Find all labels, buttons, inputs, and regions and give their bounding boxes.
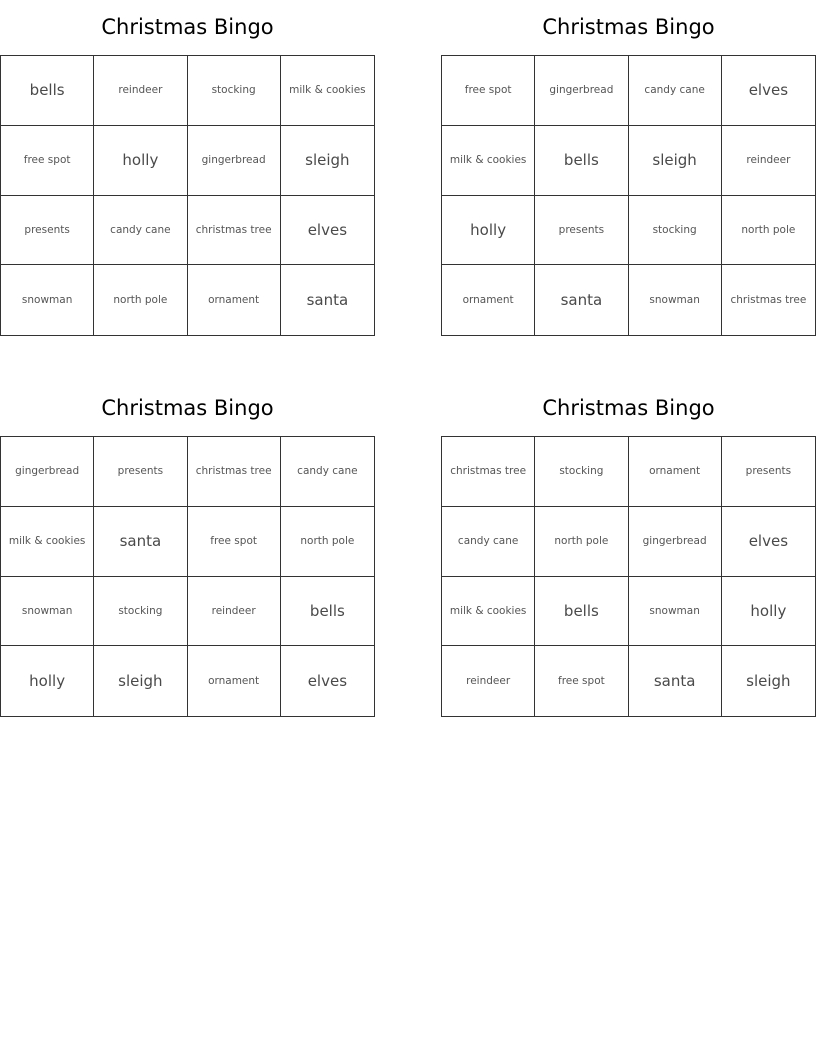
bingo-cell: holly [94,126,187,196]
bingo-cell: milk & cookies [442,577,535,647]
bingo-cell: presents [94,437,187,507]
bingo-cell: free spot [1,126,94,196]
bingo-cell: candy cane [442,507,535,577]
bingo-cell: elves [281,196,374,266]
bingo-cell: holly [1,646,94,716]
bingo-cell: reindeer [442,646,535,716]
bingo-cell: sleigh [746,672,791,691]
bingo-grid [0,436,375,717]
bingo-cell: presents [1,196,94,266]
bingo-cell: ornament [442,265,535,335]
bingo-cell: stocking [94,577,187,647]
bingo-grid [0,55,375,336]
bingo-cell: santa [306,291,349,310]
bingo-cell: holly [722,577,815,647]
bingo-cell: free spot [535,646,628,716]
bingo-cell: bells [535,577,628,647]
bingo-cell: snowman [1,577,94,647]
bingo-cell: sleigh [94,646,187,716]
bingo-cell: stocking [629,196,722,266]
bingo-cell: reindeer [188,577,281,647]
bingo-cell: milk & cookies [1,507,94,577]
bingo-cell: north pole [535,507,628,577]
bingo-grid [441,55,816,336]
bingo-cell: north pole [722,196,815,266]
bingo-cell: north pole [94,265,187,335]
bingo-cell: free spot [442,56,535,126]
bingo-cell: presents [722,437,815,507]
bingo-cell: snowman [629,265,722,335]
card-title: Christmas Bingo [542,15,715,39]
bingo-cell: snowman [1,265,94,335]
bingo-cell: candy cane [629,56,722,126]
bingo-cell: sleigh [629,126,722,196]
bingo-cell: reindeer [94,56,187,126]
bingo-cell: stocking [535,437,628,507]
bingo-cell: christmas tree [442,437,535,507]
bingo-cell: ornament [188,265,281,335]
bingo-cell: gingerbread [535,56,628,126]
bingo-cell: bells [535,126,628,196]
bingo-cell: santa [535,265,628,335]
bingo-cell: christmas tree [188,196,281,266]
bingo-cell: santa [94,507,187,577]
bingo-cell: milk & cookies [442,126,535,196]
bingo-cell: reindeer [722,126,815,196]
card-title: Christmas Bingo [101,15,274,39]
card-title: Christmas Bingo [101,396,274,420]
bingo-cell: candy cane [94,196,187,266]
bingo-cell: free spot [188,507,281,577]
bingo-cell: stocking [188,56,281,126]
bingo-cell: christmas tree [730,294,807,307]
bingo-cell: santa [629,646,722,716]
bingo-cell: north pole [281,507,374,577]
bingo-cell: gingerbread [629,507,722,577]
bingo-cell: ornament [188,646,281,716]
bingo-cell: bells [1,56,94,126]
bingo-cell: gingerbread [1,437,94,507]
bingo-cell: elves [722,56,815,126]
bingo-cell: holly [442,196,535,266]
bingo-grid [441,436,816,717]
bingo-cell: milk & cookies [281,56,374,126]
bingo-cell: presents [535,196,628,266]
card-title: Christmas Bingo [542,396,715,420]
bingo-cell: gingerbread [188,126,281,196]
bingo-cell: candy cane [281,437,374,507]
bingo-cell: ornament [629,437,722,507]
bingo-cell: snowman [629,577,722,647]
bingo-cell: christmas tree [188,437,281,507]
bingo-cell: elves [722,507,815,577]
bingo-cell: bells [281,577,374,647]
bingo-cell: sleigh [281,126,374,196]
bingo-cell: elves [307,672,348,691]
